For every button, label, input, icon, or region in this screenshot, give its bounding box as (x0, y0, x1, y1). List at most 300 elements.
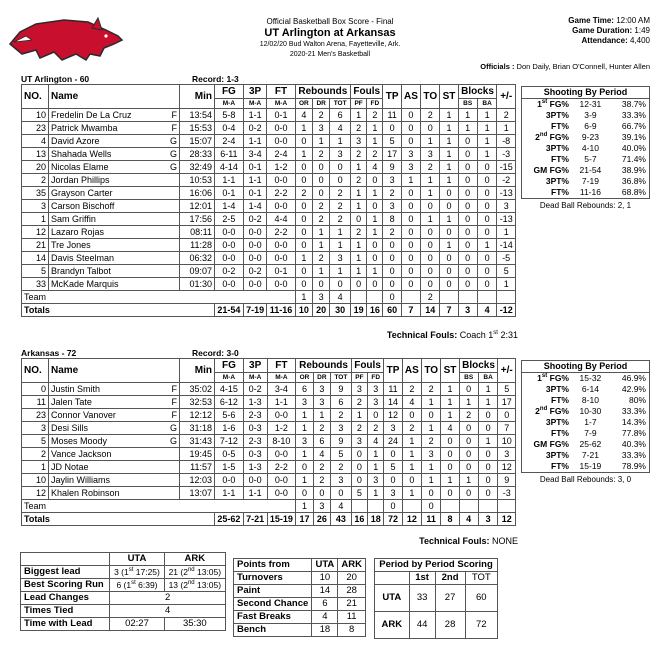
player-fg: 6-12 (215, 396, 244, 409)
totals-to: 14 (421, 304, 440, 317)
player-ba: 0 (477, 161, 497, 174)
period-stat (522, 154, 573, 165)
period-ma: 10-30 (579, 406, 602, 416)
period-row (522, 143, 650, 154)
totals-ft: 15-19 (267, 513, 296, 526)
player-to: 1 (421, 187, 440, 200)
period-row (522, 417, 650, 428)
pscore-corner (375, 572, 410, 585)
player-or: 3 (296, 435, 313, 448)
player-ft: 0-0 (267, 448, 296, 461)
player-fd: 1 (367, 213, 383, 226)
player-tp3: 0-3 (243, 448, 267, 461)
player-ba: 1 (477, 122, 497, 135)
pts-row (234, 572, 366, 585)
player-tp: 0 (384, 474, 402, 487)
player-min: 06:32 (180, 252, 215, 265)
player-row (22, 461, 516, 474)
player-or: 1 (296, 422, 313, 435)
pscore-row (375, 612, 498, 639)
player-pf: 1 (350, 200, 366, 213)
totals-pm: 12 (498, 513, 516, 526)
period-pct: 42.9% (621, 384, 646, 394)
pts-ark: 11 (338, 611, 366, 624)
player-ft: 8-10 (267, 435, 296, 448)
period-row (522, 373, 650, 385)
player-tot: 0 (330, 278, 351, 291)
pts-ark: 28 (338, 585, 366, 598)
pscore-p2: 28 (435, 612, 465, 639)
player-dr: 0 (312, 161, 329, 174)
period-stat (522, 176, 573, 187)
totals-dr: 20 (312, 304, 329, 317)
player-to: 1 (421, 174, 440, 187)
player-or: 0 (295, 278, 312, 291)
player-min: 31:18 (180, 422, 215, 435)
player-number: 33 (22, 278, 49, 291)
pts-title: Points from (234, 559, 312, 572)
player-name-cell (49, 187, 180, 200)
player-name-cell (49, 135, 180, 148)
pts-ark-header: ARK (338, 559, 366, 572)
team-dr: 3 (313, 500, 330, 513)
totals-st: 7 (440, 304, 458, 317)
player-pm: 3 (498, 448, 516, 461)
player-min: 12:03 (180, 474, 215, 487)
team-or: 1 (295, 291, 312, 304)
player-tot: 2 (330, 213, 351, 226)
player-row (22, 122, 516, 135)
summary-label: Times Tied (21, 605, 110, 618)
val: 3 (1 (114, 567, 129, 577)
player-as: 0 (401, 226, 420, 239)
player-to: 0 (421, 265, 440, 278)
player-or: 0 (295, 226, 312, 239)
pscore-p2: 27 (435, 585, 465, 612)
team-pf (350, 291, 366, 304)
player-fg: 2-5 (215, 213, 244, 226)
player-tot: 1 (330, 239, 351, 252)
team1-box-score (21, 84, 516, 317)
pts-uta: 10 (312, 572, 338, 585)
player-st: 0 (440, 200, 458, 213)
player-number: 12 (22, 487, 49, 500)
player-ft: 1-1 (267, 396, 296, 409)
player-as: 3 (401, 161, 420, 174)
player-fg: 0-5 (215, 448, 244, 461)
pts-ark: 21 (338, 598, 366, 611)
player-or: 1 (295, 252, 312, 265)
col-or: OR (295, 99, 312, 109)
player-pm: -14 (497, 239, 516, 252)
team-row-label: Team (22, 500, 296, 513)
player-fd: 2 (367, 109, 383, 122)
player-ba: 0 (478, 448, 498, 461)
period-row (522, 121, 650, 132)
player-dr: 0 (312, 174, 329, 187)
period-stat (522, 406, 573, 417)
player-dr: 2 (312, 148, 329, 161)
player-ba: 0 (477, 187, 497, 200)
player-bs: 1 (458, 109, 477, 122)
summary-label: Time with Lead (21, 618, 110, 631)
col-fouls: Fouls (350, 85, 383, 99)
player-dr: 3 (312, 122, 329, 135)
col-min: Min (180, 359, 215, 383)
player-ba: 0 (477, 213, 497, 226)
player-bs: 0 (459, 422, 478, 435)
period-ma: 3-9 (584, 110, 597, 120)
player-ba: 0 (477, 174, 497, 187)
box-header-row (22, 359, 516, 373)
player-tot: 2 (330, 200, 351, 213)
stat-label: FT% (551, 154, 569, 164)
player-pm: 2 (497, 109, 516, 122)
period-stat (522, 439, 573, 450)
player-pm: -13 (497, 187, 516, 200)
player-st: 0 (440, 265, 458, 278)
col-to: TO (422, 359, 441, 383)
player-bs: 0 (459, 461, 478, 474)
period-pct: 40.3% (621, 439, 646, 449)
player-tp3: 0-2 (243, 213, 267, 226)
points-from-table (233, 558, 366, 637)
player-ft: 1-2 (267, 161, 295, 174)
player-name: Fredelin De La Cruz (51, 109, 132, 120)
player-st: 0 (440, 252, 458, 265)
player-name: Khalen Robinson (51, 487, 120, 498)
player-tp: 0 (383, 252, 401, 265)
officials (480, 62, 650, 71)
player-fd: 1 (367, 122, 383, 135)
pscore-htot: TOT (465, 572, 497, 585)
player-name: Jalen Tate (51, 396, 92, 407)
player-bs: 1 (458, 122, 477, 135)
player-ba: 0 (477, 226, 497, 239)
player-ba: 0 (478, 409, 498, 422)
pscore-team: UTA (375, 585, 410, 612)
player-tp: 0 (384, 448, 402, 461)
biggest-lead-uta (110, 566, 164, 579)
col-fd: FD (368, 373, 384, 383)
team-to: 0 (422, 500, 441, 513)
pts-label: Turnovers (234, 572, 312, 585)
player-ft: 0-0 (267, 174, 295, 187)
player-row (22, 174, 516, 187)
player-tp3: 1-1 (243, 109, 267, 122)
player-min: 15:53 (180, 122, 215, 135)
stat-label: 3PT% (545, 176, 569, 186)
team-pm (498, 500, 516, 513)
player-tp3: 0-3 (243, 422, 267, 435)
team2-period-table (521, 360, 650, 473)
player-dr: 1 (313, 409, 330, 422)
player-dr: 1 (312, 239, 329, 252)
period-row (522, 439, 650, 450)
col-no: NO. (22, 359, 49, 383)
period-stat (522, 417, 573, 428)
col-st: ST (440, 85, 458, 109)
attendance-label: Attendance: (581, 36, 628, 45)
player-bs: 0 (459, 435, 478, 448)
stat-label: FG% (549, 165, 569, 175)
player-pm: -3 (498, 487, 516, 500)
player-fg: 0-0 (215, 252, 244, 265)
player-fd: 1 (368, 487, 384, 500)
player-tp3: 0-2 (243, 265, 267, 278)
player-st: 1 (440, 135, 458, 148)
team-row (22, 291, 516, 304)
period-stat (522, 99, 573, 111)
player-number: 3 (22, 422, 49, 435)
col-bs: BS (458, 99, 477, 109)
player-st: 1 (441, 396, 459, 409)
player-tp3: 0-0 (243, 252, 267, 265)
player-name-cell (49, 239, 180, 252)
player-dr: 2 (312, 109, 329, 122)
player-or: 0 (296, 461, 313, 474)
player-as: 0 (401, 122, 420, 135)
player-name-cell (49, 435, 180, 448)
stat-label: 3PT% (545, 417, 569, 427)
period-pct: 33.3% (621, 110, 646, 120)
player-row (22, 265, 516, 278)
player-tp: 0 (383, 278, 401, 291)
player-position: F (171, 409, 177, 420)
player-tot: 3 (331, 422, 352, 435)
player-fg: 2-4 (215, 135, 244, 148)
biggest-lead-ark (164, 566, 225, 579)
col-blocks: Blocks (459, 359, 498, 373)
player-number: 12 (22, 226, 49, 239)
totals-tp: 72 (384, 513, 402, 526)
player-tp: 2 (383, 187, 401, 200)
player-tp: 14 (384, 396, 402, 409)
player-fg: 0-2 (215, 265, 244, 278)
player-tp: 3 (384, 487, 402, 500)
player-bs: 0 (459, 383, 478, 396)
team1-record: Record: 1-3 (192, 74, 239, 84)
times-tied-value: 4 (110, 605, 226, 618)
player-name: Connor Vanover (51, 409, 116, 420)
col-rebounds: Rebounds (295, 85, 350, 99)
team-dr: 3 (312, 291, 329, 304)
pts-uta: 18 (312, 624, 338, 637)
player-dr: 1 (312, 265, 329, 278)
player-dr: 2 (313, 422, 330, 435)
summary-label: Biggest lead (21, 566, 110, 579)
player-dr: 2 (313, 474, 330, 487)
player-pf: 1 (351, 409, 367, 422)
player-name-cell (49, 122, 180, 135)
pscore-tot: 60 (465, 585, 497, 612)
player-bs: 0 (458, 200, 477, 213)
player-dr: 2 (313, 461, 330, 474)
player-position: F (171, 122, 177, 133)
time: 17:25) (133, 567, 160, 577)
totals-tot: 30 (330, 304, 351, 317)
player-ba: 1 (477, 239, 497, 252)
player-tp: 11 (384, 383, 402, 396)
player-tot: 0 (331, 487, 352, 500)
period-ma: 5-7 (584, 154, 597, 164)
player-tp3: 0-2 (243, 122, 267, 135)
player-position: F (171, 383, 177, 394)
player-pm: 17 (498, 396, 516, 409)
player-fd: 0 (368, 409, 384, 422)
player-to: 2 (421, 109, 440, 122)
player-row (22, 448, 516, 461)
totals-tp: 60 (383, 304, 401, 317)
totals-label: Totals (22, 304, 215, 317)
player-as: 1 (402, 461, 421, 474)
team-as (402, 500, 421, 513)
player-to: 3 (421, 148, 440, 161)
pscore-p1: 44 (409, 612, 435, 639)
header-center (230, 17, 430, 60)
player-bs: 0 (458, 265, 477, 278)
player-row (22, 252, 516, 265)
period-title: Shooting By Period (522, 361, 650, 373)
player-name-cell (49, 265, 180, 278)
player-fd: 1 (368, 461, 384, 474)
player-or: 6 (296, 383, 313, 396)
col-tp: TP (383, 85, 401, 109)
player-dr: 3 (313, 383, 330, 396)
player-number: 14 (22, 252, 49, 265)
col-rebounds: Rebounds (296, 359, 351, 373)
period-row (522, 165, 650, 176)
player-fd: 3 (368, 396, 384, 409)
player-fg: 1-6 (215, 422, 244, 435)
summary-biggest-lead (21, 566, 226, 579)
player-fg: 0-4 (215, 122, 244, 135)
player-st: 0 (440, 187, 458, 200)
player-tp: 3 (383, 174, 401, 187)
period-pct: 78.9% (621, 461, 646, 471)
player-fg: 6-11 (215, 148, 244, 161)
player-pf: 0 (350, 278, 366, 291)
tech-value: Coach 1 (459, 330, 494, 340)
player-number: 2 (22, 448, 49, 461)
player-name-cell (49, 109, 180, 122)
time-lead-uta: 02:27 (110, 618, 164, 631)
player-pm: 5 (497, 265, 516, 278)
team2-shooting-period (521, 360, 650, 484)
period-stat (522, 121, 573, 132)
player-as: 0 (401, 135, 420, 148)
player-min: 12:12 (180, 409, 215, 422)
player-st: 0 (440, 226, 458, 239)
player-tp: 0 (383, 265, 401, 278)
player-tp3: 0-2 (243, 383, 267, 396)
player-fd: 0 (367, 278, 383, 291)
summary-times-tied (21, 605, 226, 618)
player-name: David Azore (51, 135, 100, 146)
player-to: 1 (422, 422, 441, 435)
col-ft-ma: M-A (267, 373, 296, 383)
player-name-cell (49, 278, 180, 291)
player-fg: 1-1 (215, 174, 244, 187)
player-bs: 0 (458, 135, 477, 148)
player-min: 28:33 (180, 148, 215, 161)
team1-dead-ball: Dead Ball Rebounds: 2, 1 (539, 201, 632, 210)
player-fg: 4-14 (215, 161, 244, 174)
col-3p-ma: M-A (243, 373, 267, 383)
player-fg: 0-0 (215, 474, 244, 487)
period-ma: 4-10 (581, 143, 599, 153)
period-ma: 8-10 (581, 395, 599, 405)
player-dr: 6 (313, 435, 330, 448)
player-number: 4 (22, 135, 49, 148)
player-number: 0 (22, 383, 49, 396)
season-line: 2020-21 Men's Basketball (289, 51, 371, 58)
team-or: 1 (296, 500, 313, 513)
player-tp3: 0-1 (243, 161, 267, 174)
player-number: 23 (22, 409, 49, 422)
period-pct: 68.8% (621, 187, 646, 197)
player-min: 10:53 (180, 174, 215, 187)
period-pct: 80% (628, 395, 646, 405)
player-position: G (169, 422, 177, 433)
player-tp3: 0-1 (243, 187, 267, 200)
player-tp3: 3-4 (243, 148, 267, 161)
team-st (440, 291, 458, 304)
team-fd (368, 500, 384, 513)
player-tot: 0 (330, 161, 351, 174)
player-row (22, 200, 516, 213)
period-sup: nd (539, 132, 548, 139)
team-ba (478, 500, 498, 513)
player-bs: 2 (459, 409, 478, 422)
player-bs: 1 (459, 396, 478, 409)
player-dr: 4 (313, 448, 330, 461)
player-bs: 0 (459, 448, 478, 461)
player-tp: 11 (383, 109, 401, 122)
player-name: Moses Moody (51, 435, 108, 446)
player-as: 4 (402, 396, 421, 409)
player-row (22, 109, 516, 122)
player-min: 31:43 (180, 435, 215, 448)
player-dr: 3 (313, 396, 330, 409)
stat-label: FT% (551, 395, 569, 405)
player-fd: 1 (367, 135, 383, 148)
player-tp3: 1-3 (243, 461, 267, 474)
player-fd: 4 (367, 161, 383, 174)
player-position: G (169, 435, 177, 446)
player-tot: 3 (330, 148, 351, 161)
col-ba: BA (477, 99, 497, 109)
period-ma: 9-23 (581, 132, 599, 142)
player-or: 0 (295, 135, 312, 148)
totals-ba: 3 (478, 513, 498, 526)
player-pf: 3 (351, 383, 367, 396)
team-pm (497, 291, 516, 304)
player-bs: 0 (458, 213, 477, 226)
player-fg: 0-0 (215, 278, 244, 291)
player-ba: 0 (477, 200, 497, 213)
player-to: 1 (422, 474, 441, 487)
player-ba: 1 (478, 396, 498, 409)
player-name: Davis Steelman (51, 252, 115, 263)
player-pm: 1 (497, 122, 516, 135)
time: 13:05) (194, 580, 222, 590)
team-as (401, 291, 420, 304)
player-as: 0 (401, 252, 420, 265)
player-min: 32:49 (180, 161, 215, 174)
player-bs: 0 (458, 148, 477, 161)
player-tp: 3 (384, 422, 402, 435)
